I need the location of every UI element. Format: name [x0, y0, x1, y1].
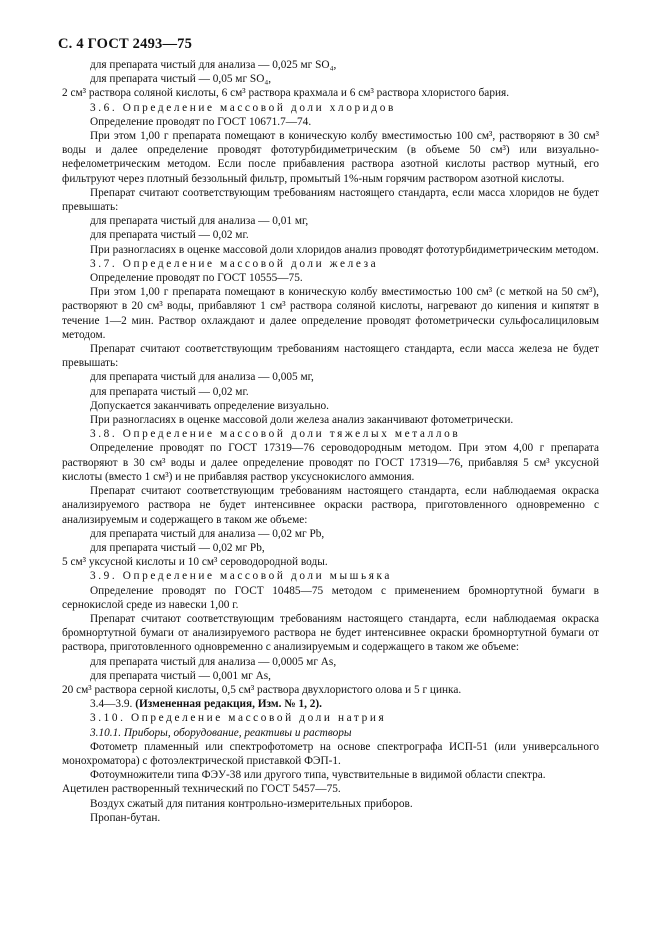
paragraph: Фотоумножители типа ФЭУ-38 или другого типа, чувствительные в видимой области спектра.: [90, 769, 546, 782]
document-body: [62, 58, 599, 825]
text-line: для препарата чистый для анализа — 0,02 мг Pb,: [90, 527, 325, 540]
text-line: Воздух сжатый для питания контрольно-измерительных приборов.: [90, 797, 413, 810]
paragraph: Определение проводят по ГОСТ 10485—75 методом с применением бромнортутной бумаги в сернокислой среде из навески 1,00 г.: [62, 584, 599, 611]
text-line: Определение проводят по ГОСТ 10671.7—74.: [90, 115, 312, 128]
text-line: Ацетилен растворенный технический по ГОСТ 5457—75.: [62, 783, 341, 796]
text-line: для препарата чистый — 0,05 мг SO₄,: [90, 73, 272, 86]
amendment-ref: 3.4—3.9.: [90, 698, 133, 711]
paragraph: Фотометр пламенный или спектрофотометр на основе спектрографа ИСП-51 (или универсального монохроматора) с фотоэлектрической приставкой ФЭП-1.: [62, 740, 599, 767]
text-line: для препарата чистый для анализа — 0,01 мг,: [90, 215, 309, 228]
section-heading-3-8: 3.8. Определение массовой доли тяжелых металлов: [90, 428, 461, 441]
text-line: Пропан-бутан.: [90, 811, 161, 824]
text-line: для препарата чистый для анализа — 0,025 мг SO₄,: [90, 59, 337, 71]
subsection-heading-3-10-1: 3.10.1. Приборы, оборудование, реактивы и растворы: [90, 726, 352, 739]
text-line: для препарата чистый для анализа — 0,005 мг,: [90, 371, 314, 384]
text-line: для препарата чистый — 0,02 мг.: [90, 385, 249, 398]
paragraph: Препарат считают соответствующим требованиям настоящего стандарта, если масса хлоридов не будет превышать:: [62, 186, 599, 214]
section-heading-3-9: 3.9. Определение массовой доли мышьяка: [90, 570, 393, 583]
text-line: 5 см³ уксусной кислоты и 10 см³ сероводородной воды.: [62, 556, 328, 569]
text-line: для препарата чистый для анализа — 0,0005 мг As,: [90, 655, 337, 668]
text-line: Определение проводят по ГОСТ 10555—75.: [90, 272, 303, 285]
section-heading-3-10: 3.10. Определение массовой доли натрия: [90, 712, 387, 725]
section-heading-3-6: 3.6. Определение массовой доли хлоридов: [90, 101, 396, 114]
paragraph: Препарат считают соответствующим требованиям настоящего стандарта, если наблюдаемая окраска бромнортутной бумаги от анализируемого раствора не будет интенсивнее окраски бромнортутной бумаги от раствора, приготовленного одновременно с анализируемым и содержащего в таком же объеме:: [62, 612, 599, 654]
paragraph: При этом 1,00 г препарата помещают в коническую колбу вместимостью 100 см³, растворяют в 30 см³ воды и далее определение проводят фототурбидиметрическим (в объеме 50 см³) или визуально-нефелометрическим методом. Если после прибавления раствора азотной кислоты раствор мутный, его фильтруют через плотный беззольный фильтр, промытый 1%-ным горячим раствором азотной кислоты.: [62, 130, 599, 185]
text-line: При разногласиях в оценке массовой доли железа анализ заканчивают фотометрически.: [90, 414, 514, 427]
amendment-note: [62, 697, 599, 711]
section-heading-3-7: 3.7. Определение массовой доли железа: [90, 257, 379, 270]
text-line: Допускается заканчивать определение визуально.: [90, 399, 329, 412]
text-line: для препарата чистый — 0,001 мг As,: [90, 669, 271, 682]
paragraph: Препарат считают соответствующим требованиям настоящего стандарта, если масса железа не будет превышать:: [62, 343, 599, 370]
page-header: С. 4 ГОСТ 2493—75: [58, 36, 193, 52]
paragraph: Определение проводят по ГОСТ 17319—76 сероводородным методом. При этом 4,00 г препарата растворяют в 30 см³ воды и далее определение проводят по ГОСТ 17319—76, прибавляя 5 см³ уксусной кислоты (вместо 1 см³) и не прибавляя раствор уксуснокислого аммония.: [62, 442, 599, 483]
text-line: для препарата чистый — 0,02 мг.: [90, 229, 249, 242]
paragraph: При этом 1,00 г препарата помещают в коническую колбу вместимостью 100 см³ (с меткой на 50 см³), растворяют в 20 см³ воды, прибавляют 1 см³ раствора соляной кислоты, нагревают до кипения и кипятят в течение 1—2 мин. Раствор охлаждают и далее определение проводят фотометрически сульфосалициловым методом.: [62, 286, 599, 341]
text-line: 20 см³ раствора серной кислоты, 0,5 см³ раствора двухлористого олова и 5 г цинка.: [62, 683, 462, 696]
text-line: для препарата чистый — 0,02 мг Pb,: [90, 541, 265, 554]
paragraph: Препарат считают соответствующим требованиям настоящего стандарта, если наблюдаемая окраска анализируемого раствора не будет интенсивнее окраски раствора, приготовленного одновременно с анализируемым и содержащего в таком же объеме:: [62, 485, 599, 526]
text-line: 2 см³ раствора соляной кислоты, 6 см³ раствора крахмала и 6 см³ раствора хлористого бария.: [62, 87, 510, 100]
amendment-text: (Измененная редакция, Изм. № 1, 2).: [135, 698, 322, 711]
paragraph: При разногласиях в оценке массовой доли хлоридов анализ проводят фототурбидиметрическим методом.: [90, 243, 599, 256]
